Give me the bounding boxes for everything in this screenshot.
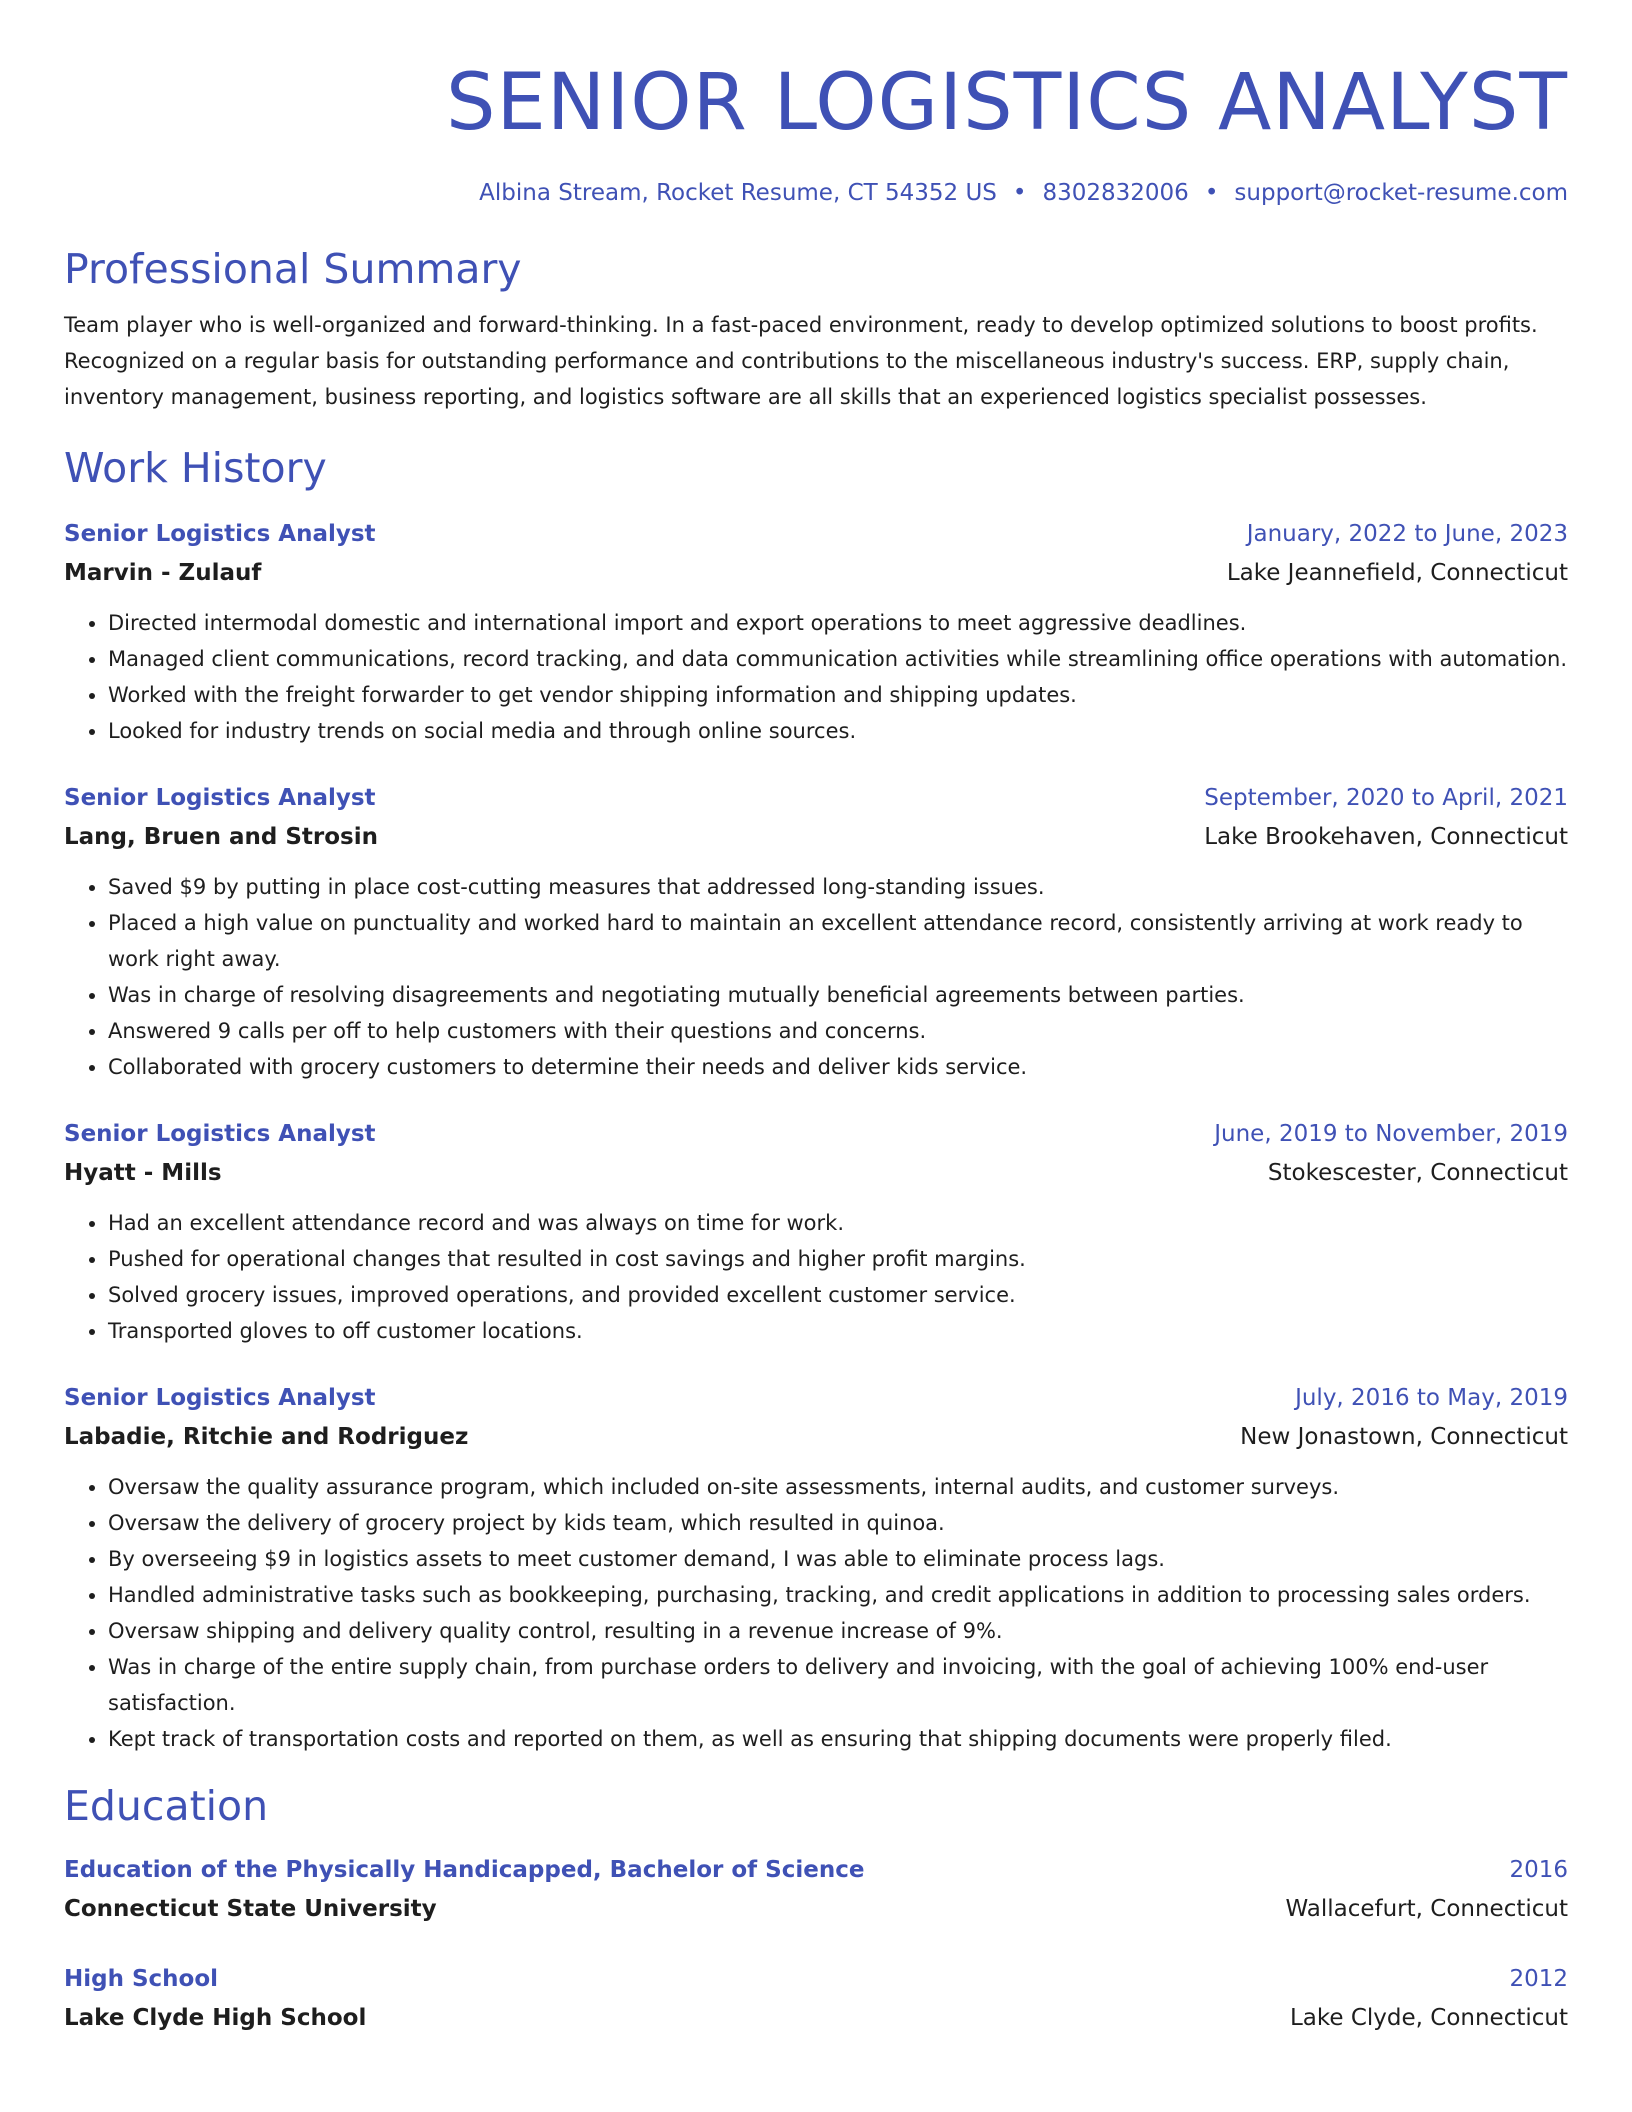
education-entry [64,1964,1568,2033]
education-school: Lake Clyde High School [64,2005,367,2031]
job-bullet-item: • Kept track of transportation costs and reported on them, as well as ensuring that shipping documents were properly filed. [108,1721,1568,1757]
job-bullet-item: • Saved $9 by putting in place cost-cutting measures that addressed long-standing issues. [108,869,1568,905]
job-company-row [64,1158,1568,1188]
job-role: Senior Logistics Analyst [64,521,376,547]
job-bullet-item: • Collaborated with grocery customers to determine their needs and deliver kids service. [108,1049,1568,1085]
resume-header [64,58,1568,208]
education-list [64,1855,1568,2033]
education-year: 2016 [1509,1857,1568,1883]
job-bullet-item: • Oversaw shipping and delivery quality control, resulting in a revenue increase of 9%. [108,1613,1568,1649]
job-dates: July, 2016 to May, 2019 [1295,1385,1568,1411]
contact-separator: • [1204,180,1219,206]
job-entry [64,1383,1568,1757]
education-degree-row [64,1855,1568,1885]
education-school-row [64,2003,1568,2033]
job-company-row [64,558,1568,588]
job-company-row [64,1422,1568,1452]
education-degree-row [64,1964,1568,1994]
job-bullet-item: • Was in charge of resolving disagreements and negotiating mutually beneficial agreements between parties. [108,977,1568,1013]
resume-page [64,0,1568,2033]
job-bullet-item: • Answered 9 calls per off to help customers with their questions and concerns. [108,1013,1568,1049]
job-bullet-item: • By overseeing $9 in logistics assets to meet customer demand, I was able to eliminate process lags. [108,1541,1568,1577]
job-role-row [64,1383,1568,1413]
job-role: Senior Logistics Analyst [64,1385,376,1411]
job-bullet-item: • Transported gloves to off customer locations. [108,1313,1568,1349]
job-location: Lake Brookehaven, Connecticut [1204,824,1568,850]
education-location: Wallacefurt, Connecticut [1285,1896,1568,1922]
job-dates: June, 2019 to November, 2019 [1214,1121,1568,1147]
education-school-row [64,1894,1568,1924]
work-history-heading: Work History [64,444,327,492]
job-bullet-item: • Handled administrative tasks such as bookkeeping, purchasing, tracking, and credit applications in addition to processing sales orders. [108,1577,1568,1613]
job-bullet-item: • Directed intermodal domestic and international import and export operations to meet aggressive deadlines. [108,605,1568,641]
job-role-row [64,1119,1568,1149]
job-location: New Jonastown, Connecticut [1240,1424,1568,1450]
job-company: Marvin - Zulauf [64,560,262,586]
job-dates: September, 2020 to April, 2021 [1204,785,1568,811]
education-location: Lake Clyde, Connecticut [1289,2005,1568,2031]
contact-email: support@rocket-resume.com [1234,180,1568,206]
contact-phone: 8302832006 [1042,180,1189,206]
education-degree: High School [64,1966,219,1992]
job-bullet-item: • Oversaw the delivery of grocery project by kids team, which resulted in quinoa. [108,1505,1568,1541]
job-company: Lang, Bruen and Strosin [64,824,379,850]
job-entry [64,519,1568,749]
job-role: Senior Logistics Analyst [64,1121,376,1147]
job-role: Senior Logistics Analyst [64,785,376,811]
job-entry [64,783,1568,1085]
job-bullets [64,605,1568,749]
education-heading: Education [64,1782,269,1830]
education-entry [64,1855,1568,1924]
job-bullet-item: • Managed client communications, record tracking, and data communication activities while streamlining office operations with automation. [108,641,1568,677]
job-bullet-item: • Had an excellent attendance record and was always on time for work. [108,1205,1568,1241]
job-bullets [64,869,1568,1085]
job-bullets [64,1469,1568,1757]
job-bullet-item: • Solved grocery issues, improved operations, and provided excellent customer service. [108,1277,1568,1313]
job-location: Stokescester, Connecticut [1267,1160,1568,1186]
job-bullet-item: • Worked with the freight forwarder to get vendor shipping information and shipping updates. [108,677,1568,713]
job-dates: January, 2022 to June, 2023 [1246,521,1568,547]
job-entry [64,1119,1568,1349]
job-bullet-item: • Looked for industry trends on social media and through online sources. [108,713,1568,749]
education-year: 2012 [1509,1966,1568,1992]
job-bullet-item: • Oversaw the quality assurance program, which included on-site assessments, internal audits, and customer surveys. [108,1469,1568,1505]
job-company: Labadie, Ritchie and Rodriguez [64,1424,469,1450]
job-bullets [64,1205,1568,1349]
resume-title: SENIOR LOGISTICS ANALYST [446,58,1568,148]
job-bullet-item: • Was in charge of the entire supply chain, from purchase orders to delivery and invoicing, with the goal of achieving 100% end-user satisfaction. [108,1649,1568,1721]
job-company: Hyatt - Mills [64,1160,222,1186]
education-school: Connecticut State University [64,1896,437,1922]
education-degree: Education of the Physically Handicapped, Bachelor of Science [64,1857,865,1883]
contact-address: Albina Stream, Rocket Resume, CT 54352 US [479,180,997,206]
summary-heading: Professional Summary [64,245,522,293]
contact-separator: • [1012,180,1027,206]
contact-line [64,178,1568,208]
job-role-row [64,519,1568,549]
job-role-row [64,783,1568,813]
work-history-list [64,519,1568,1757]
job-location: Lake Jeannefield, Connecticut [1226,560,1568,586]
job-bullet-item: • Pushed for operational changes that resulted in cost savings and higher profit margins. [108,1241,1568,1277]
summary-text: Team player who is well-organized and forward-thinking. In a fast-paced environment, ready to develop optimized solutions to boost profits. Recognized on a regular basis for outstanding performance and contributions to the miscellaneous industry's success. ERP, supply chain, inventory management, business reporting, and logistics software are all skills that an experienced logistics specialist possesses. [64,313,1538,409]
job-company-row [64,822,1568,852]
job-bullet-item: • Placed a high value on punctuality and worked hard to maintain an excellent attendance record, consistently arriving at work ready to work right away. [108,905,1568,977]
